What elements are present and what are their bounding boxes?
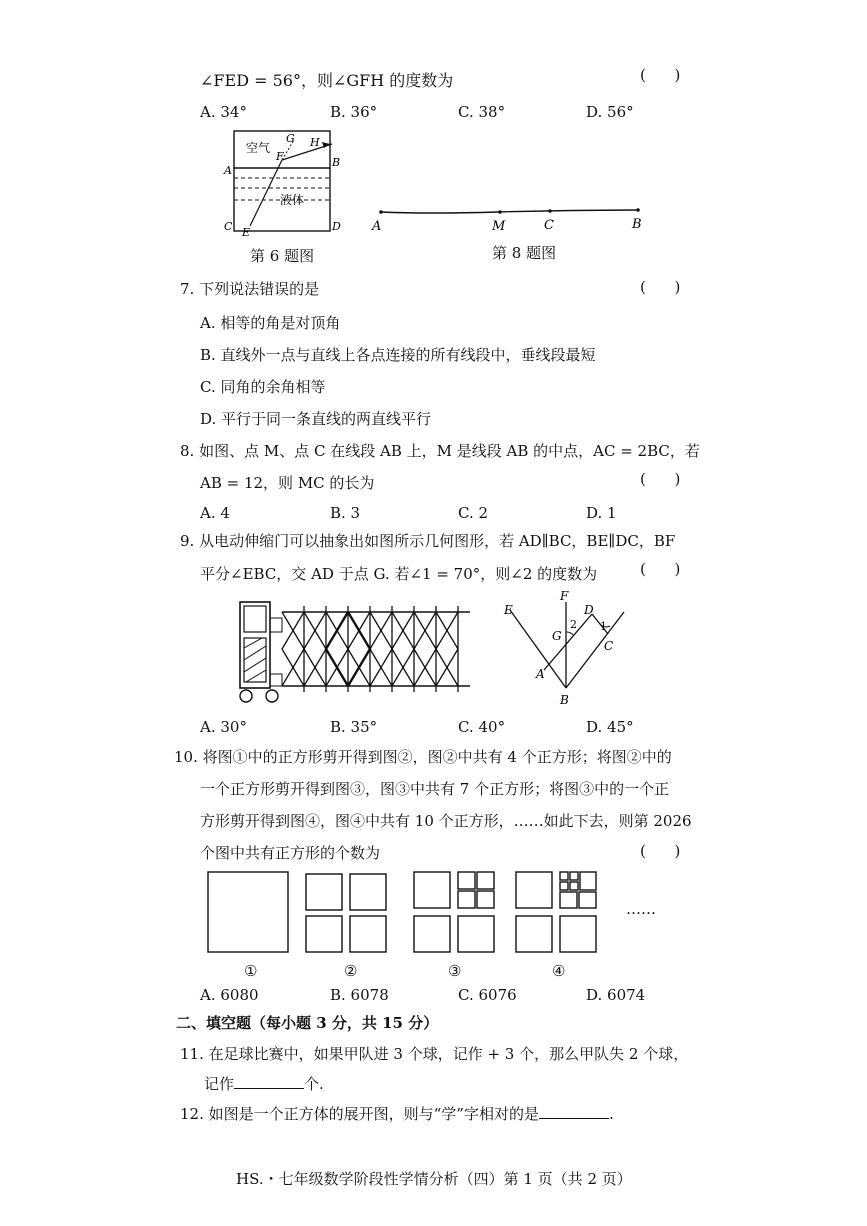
q6-option-d: D. 56° (586, 103, 634, 121)
fig4-tiny-4 (570, 882, 578, 890)
q10-option-a: A. 6080 (200, 986, 259, 1004)
fig3-small-3 (458, 891, 475, 908)
angle-1-label: 1 (600, 620, 607, 633)
pt-b: B (332, 156, 341, 169)
q10-label-4: ④ (552, 962, 566, 980)
q9-figure-geometry (496, 590, 636, 710)
fig4-sq-4 (560, 916, 596, 952)
q12-stem (180, 1103, 614, 1124)
q6-option-a: A. 34° (200, 103, 247, 121)
fig2-sq-3 (306, 916, 342, 952)
q7-answer-paren: ( ) (640, 278, 681, 296)
dot-a (379, 210, 383, 214)
segment-ab (381, 210, 638, 213)
q10-option-c: C. 6076 (458, 986, 517, 1004)
hatch-4 (246, 670, 266, 682)
q6-figure-beaker (222, 126, 352, 238)
q9-answer-paren: ( ) (640, 560, 681, 578)
q8-option-a: A. 4 (200, 504, 230, 522)
q10-label-3: ③ (448, 962, 462, 980)
q9-figure-gate (234, 598, 474, 706)
wheel-left (240, 690, 252, 702)
q12-end: . (608, 1105, 614, 1123)
q9-option-a: A. 30° (200, 718, 247, 736)
fig2-sq-2 (350, 874, 386, 910)
fig4-small-4 (579, 892, 596, 908)
q10-stem-line2: 一个正方形剪开得到图③，图③中共有 7 个正方形；将图③中的一个正 (200, 780, 670, 798)
q11-prefix: 记作 (204, 1075, 235, 1093)
q12-answer-blank[interactable] (539, 1117, 609, 1119)
q10-label-2: ② (344, 962, 358, 980)
fig4-sq-1 (516, 872, 552, 908)
fig4-tiny-1 (560, 872, 568, 880)
q7-option-b: B. 直线外一点与直线上各点连接的所有线段中，垂线段最短 (200, 346, 596, 364)
q6-stem-tail: ∠FED = 56°，则∠GFH 的度数为 (200, 71, 454, 90)
q10-answer-paren: ( ) (640, 842, 681, 860)
fig3-sq-3 (414, 916, 450, 952)
q8-stem-line1: 8. 如图、点 M、点 C 在线段 AB 上，M 是线段 AB 的中点，AC = 2BC，若 (180, 442, 700, 460)
pt-c: C (224, 220, 233, 233)
dot-b (636, 208, 640, 212)
pt-h: H (310, 136, 320, 149)
q6-figure-caption: 第 6 题图 (250, 247, 315, 265)
dot-c (548, 209, 552, 213)
pt-a: A (536, 667, 545, 681)
fig4-sq-3 (516, 916, 552, 952)
q9-stem-line1: 9. 从电动伸缩门可以抽象出如图所示几何图形，若 AD∥BC，BE∥DC，BF (180, 532, 676, 550)
fig3-sq-1 (414, 872, 450, 908)
angle-2-label: 2 (570, 618, 577, 631)
fig3-small-1 (458, 872, 475, 889)
pt-a: A (224, 164, 232, 177)
pt-d: D (584, 603, 594, 617)
fig2-sq-4 (350, 916, 386, 952)
pt-e: E (504, 603, 513, 617)
q12-text: 12. 如图是一个正方体的展开图，则与“学”字相对的是 (180, 1105, 539, 1123)
fig4-tiny-2 (570, 872, 578, 880)
q10-figure-squares (204, 868, 664, 958)
wheel-right (266, 690, 278, 702)
q9-option-c: C. 40° (458, 718, 506, 736)
section-2-title: 二、填空题（每小题 3 分，共 15 分） (176, 1014, 439, 1032)
q7-stem: 7. 下列说法错误的是 (180, 280, 320, 298)
fig3-small-2 (477, 872, 494, 889)
q8-option-d: D. 1 (586, 504, 617, 522)
pt-b: B (632, 217, 642, 232)
pt-m: M (492, 219, 506, 234)
pt-g: G (286, 132, 295, 145)
q10-stem-line1: 10. 将图①中的正方形剪开得到图②，图②中共有 4 个正方形；将图②中的 (174, 748, 672, 766)
q8-answer-paren: ( ) (640, 470, 681, 488)
fig3-sq-4 (458, 916, 494, 952)
fig1-square (208, 872, 288, 952)
gate-knob-bottom (270, 674, 282, 686)
ray-ef (250, 160, 282, 226)
pt-g: G (552, 629, 562, 643)
q8-stem-line2: AB = 12，则 MC 的长为 (200, 474, 375, 492)
pt-b: B (560, 693, 569, 707)
q10-option-b: B. 6078 (330, 986, 389, 1004)
q9-option-d: D. 45° (586, 718, 634, 736)
angle-2-arc (566, 632, 573, 635)
fig4-tiny-3 (560, 882, 568, 890)
q7-option-d: D. 平行于同一条直线的两直线平行 (200, 410, 432, 428)
pt-a: A (372, 219, 382, 234)
fig3-small-4 (477, 891, 494, 908)
q11-stem-line1: 11. 在足球比赛中，如果甲队进 3 个球，记作 + 3 个，那么甲队失 2 个球， (180, 1045, 689, 1063)
gate-post-window (244, 606, 266, 632)
q6-answer-paren: ( ) (640, 66, 681, 84)
q8-option-c: C. 2 (458, 504, 489, 522)
q10-option-d: D. 6074 (586, 986, 646, 1004)
q11-answer-blank[interactable] (234, 1087, 304, 1089)
pt-f: F (560, 590, 569, 603)
gate-lattice (282, 606, 458, 692)
pt-d: D (332, 220, 341, 233)
label-liquid: 液体 (280, 193, 305, 207)
q8-figure-caption: 第 8 题图 (492, 244, 557, 262)
q10-label-1: ① (244, 962, 258, 980)
q11-stem-line2 (204, 1073, 324, 1094)
q6-option-c: C. 38° (458, 103, 506, 121)
q9-option-b: B. 35° (330, 718, 378, 736)
hatch-3 (244, 658, 266, 672)
q10-stem-line3: 方形剪开得到图④，图④中共有 10 个正方形，……如此下去，则第 2026 (200, 812, 692, 830)
q10-ellipsis: …… (626, 900, 656, 918)
q8-option-b: B. 3 (330, 504, 361, 522)
dot-m (498, 210, 502, 214)
q7-option-c: C. 同角的余角相等 (200, 378, 326, 396)
fig4-small-3 (560, 892, 577, 908)
hatch-2 (244, 646, 266, 660)
pt-f: F (276, 150, 284, 163)
pt-c: C (544, 218, 554, 233)
gate-knob-top (270, 618, 282, 632)
page-footer: HS.・七年级数学阶段性学情分析（四）第 1 页（共 2 页） (236, 1170, 632, 1188)
fig2-sq-1 (306, 874, 342, 910)
fig4-small-2 (580, 872, 596, 890)
label-air: 空气 (246, 141, 271, 155)
q7-option-a: A. 相等的角是对顶角 (200, 314, 341, 332)
pt-c: C (604, 639, 614, 653)
q10-stem-line4: 个图中共有正方形的个数为 (200, 844, 381, 862)
q6-option-b: B. 36° (330, 103, 378, 121)
pt-e: E (242, 226, 251, 238)
hatch-1 (244, 638, 262, 648)
q8-figure-segment (368, 200, 653, 240)
q9-stem-line2: 平分∠EBC，交 AD 于点 G. 若∠1 = 70°，则∠2 的度数为 (200, 565, 598, 583)
q11-suffix: 个. (304, 1075, 324, 1093)
